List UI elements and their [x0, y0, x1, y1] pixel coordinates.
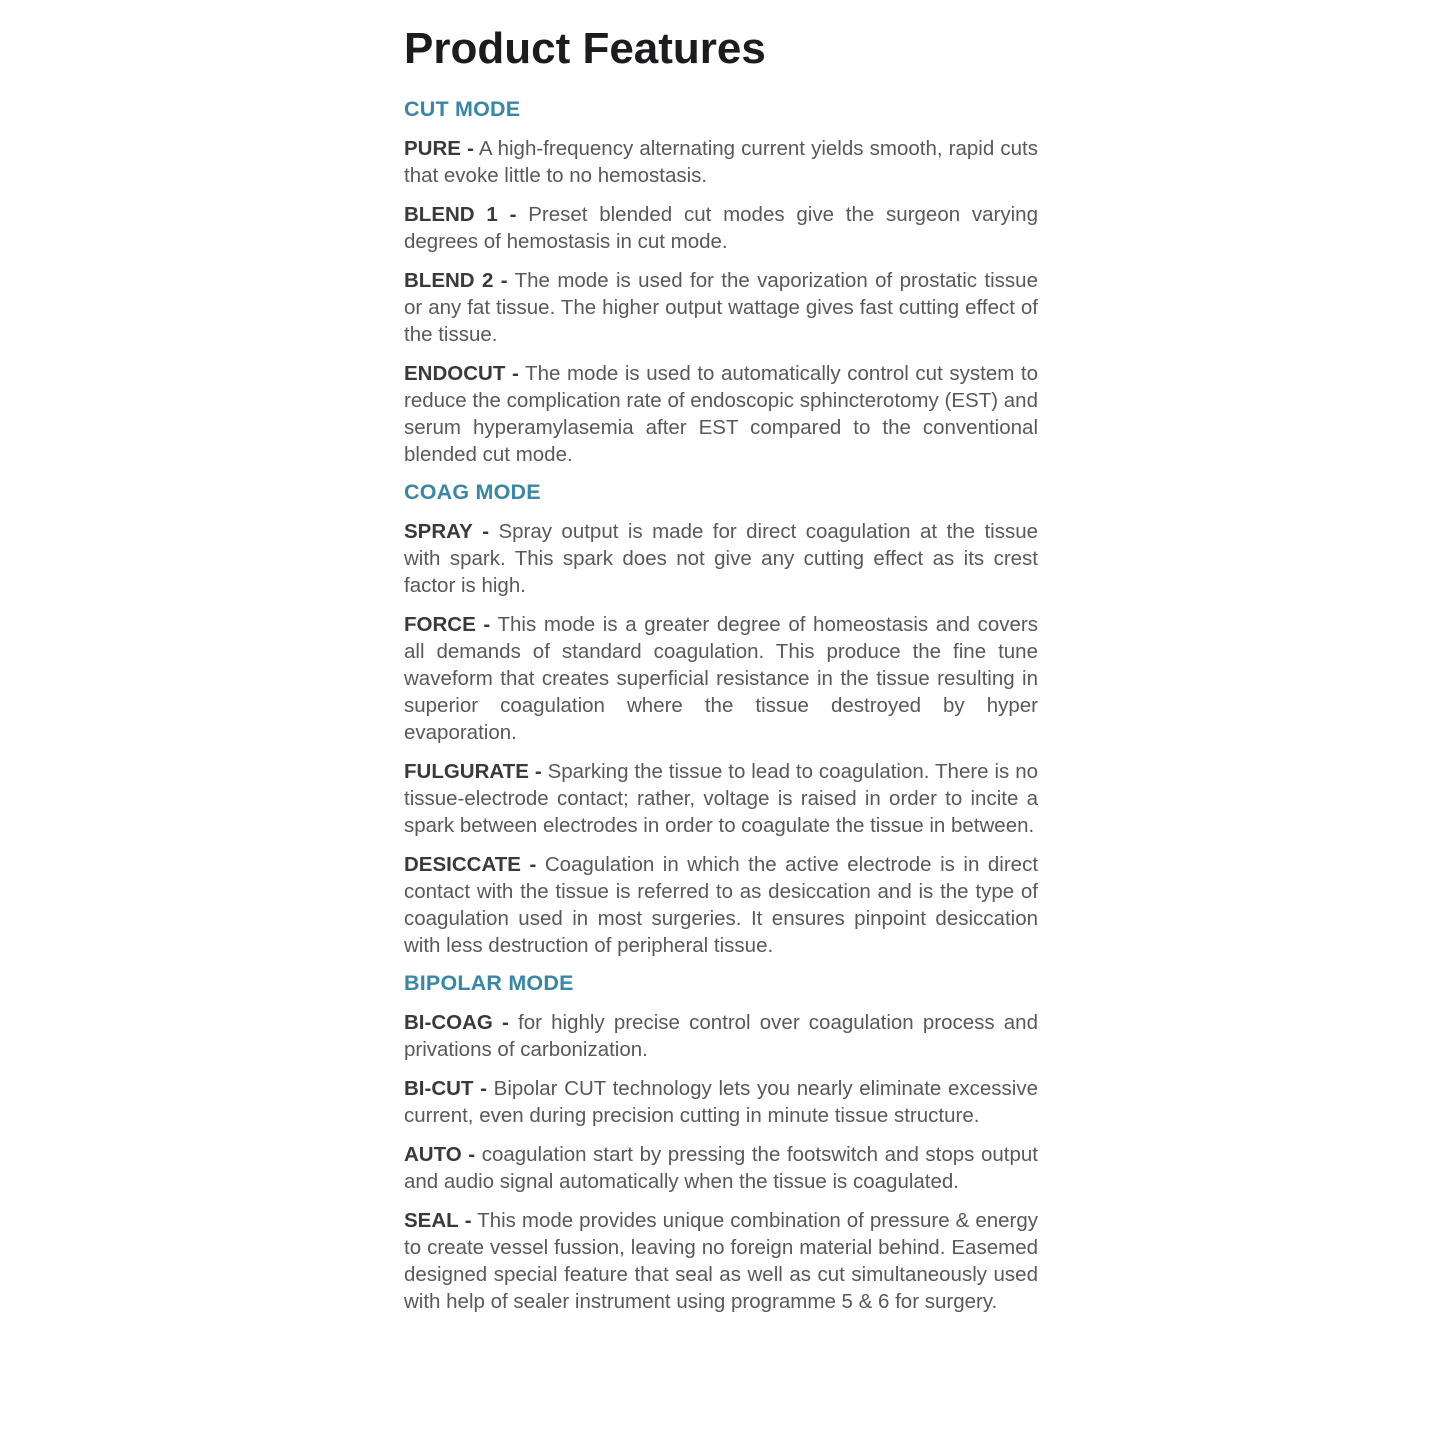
section-cut-mode: [404, 97, 1038, 468]
feature-item-force: [404, 611, 1038, 746]
term-separator: -: [464, 1209, 472, 1232]
term-separator: -: [468, 1143, 476, 1166]
feature-description-bi-coag: for highly precise control over coagulation process and privations of carbonization.: [404, 1011, 1038, 1061]
term-separator: -: [480, 1077, 487, 1100]
feature-description-desiccate: Coagulation in which the active electrode is in direct contact with the tissue is referred to as desiccation and is the type of coagulation used in most surgeries. It ensures pinpoint desiccation with less destruction of peripheral tissue.: [404, 853, 1039, 957]
section-coag-mode: [404, 480, 1038, 959]
page-title: Product Features: [404, 24, 766, 73]
feature-description-auto: coagulation start by pressing the footswitch and stops output and audio signal automatically when the tissue is coagulated.: [404, 1143, 1038, 1193]
feature-item-bi-coag: [404, 1009, 1038, 1063]
feature-description-blend-1: Preset blended cut modes give the surgeon varying degrees of hemostasis in cut mode.: [404, 203, 1038, 253]
feature-item-seal: [404, 1207, 1038, 1315]
feature-item-bi-cut: [404, 1075, 1038, 1129]
term-separator: -: [534, 760, 542, 783]
section-bipolar-mode: [404, 971, 1038, 1315]
feature-term-seal: SEAL: [404, 1209, 459, 1232]
feature-term-auto: AUTO: [404, 1143, 462, 1166]
section-heading-coag-mode: COAG MODE: [404, 480, 541, 504]
feature-description-seal: This mode provides unique combination of pressure & energy to create vessel fussion, leaving no foreign material behind. Easemed designed special feature that seal as well as cut simultaneously used with help of sealer instrument using programme 5 & 6 for surgery.: [404, 1209, 1038, 1313]
feature-item-fulgurate: [404, 758, 1038, 839]
feature-term-endocut: ENDOCUT: [404, 362, 506, 385]
feature-description-fulgurate: Sparking the tissue to lead to coagulation. There is no tissue-electrode contact; rather, voltage is raised in order to incite a spark between electrodes in order to coagulate the tissue in between.: [404, 760, 1038, 837]
feature-item-blend-1: [404, 201, 1038, 255]
feature-term-blend-1: BLEND 1: [404, 203, 498, 226]
feature-term-desiccate: DESICCATE: [404, 853, 521, 876]
feature-description-blend-2: The mode is used for the vaporization of prostatic tissue or any fat tissue. The higher output wattage gives fast cutting effect of the tissue.: [404, 269, 1038, 346]
term-separator: -: [509, 203, 517, 226]
feature-description-bi-cut: Bipolar CUT technology lets you nearly eliminate excessive current, even during precision cutting in minute tissue structure.: [404, 1077, 1038, 1127]
section-heading-bipolar-mode: BIPOLAR MODE: [404, 971, 574, 995]
feature-term-blend-2: BLEND 2: [404, 269, 494, 292]
feature-description-force: This mode is a greater degree of homeostasis and covers all demands of standard coagulation. This produce the fine tune waveform that creates superficial resistance in the tissue resulting in superior coagulation where the tissue destroyed by hyper evaporation.: [404, 613, 1038, 744]
term-separator: -: [500, 269, 508, 292]
term-separator: -: [511, 362, 519, 385]
feature-item-endocut: [404, 360, 1038, 468]
term-separator: -: [483, 613, 491, 636]
feature-item-spray: [404, 518, 1038, 599]
feature-item-blend-2: [404, 267, 1038, 348]
feature-description-endocut: The mode is used to automatically control cut system to reduce the complication rate of endoscopic sphincterotomy (EST) and serum hyperamylasemia after EST compared to the conventional blended cut mode.: [404, 362, 1038, 466]
feature-term-fulgurate: FULGURATE: [404, 760, 529, 783]
feature-description-spray: Spray output is made for direct coagulation at the tissue with spark. This spark does not give any cutting effect as its crest factor is high.: [404, 520, 1038, 597]
term-separator: -: [482, 520, 490, 543]
feature-term-force: FORCE: [404, 613, 476, 636]
term-separator: -: [502, 1011, 509, 1034]
product-features-document: [404, 26, 1038, 1327]
feature-term-bi-cut: BI-CUT: [404, 1077, 474, 1100]
feature-term-pure: PURE: [404, 137, 461, 160]
feature-item-pure: [404, 135, 1038, 189]
feature-term-spray: SPRAY: [404, 520, 473, 543]
term-separator: -: [467, 137, 474, 160]
feature-item-desiccate: [404, 851, 1038, 959]
term-separator: -: [529, 853, 537, 876]
feature-item-auto: [404, 1141, 1038, 1195]
feature-description-pure: A high-frequency alternating current yields smooth, rapid cuts that evoke little to no hemostasis.: [404, 137, 1038, 187]
feature-term-bi-coag: BI-COAG: [404, 1011, 493, 1034]
section-heading-cut-mode: CUT MODE: [404, 97, 521, 121]
